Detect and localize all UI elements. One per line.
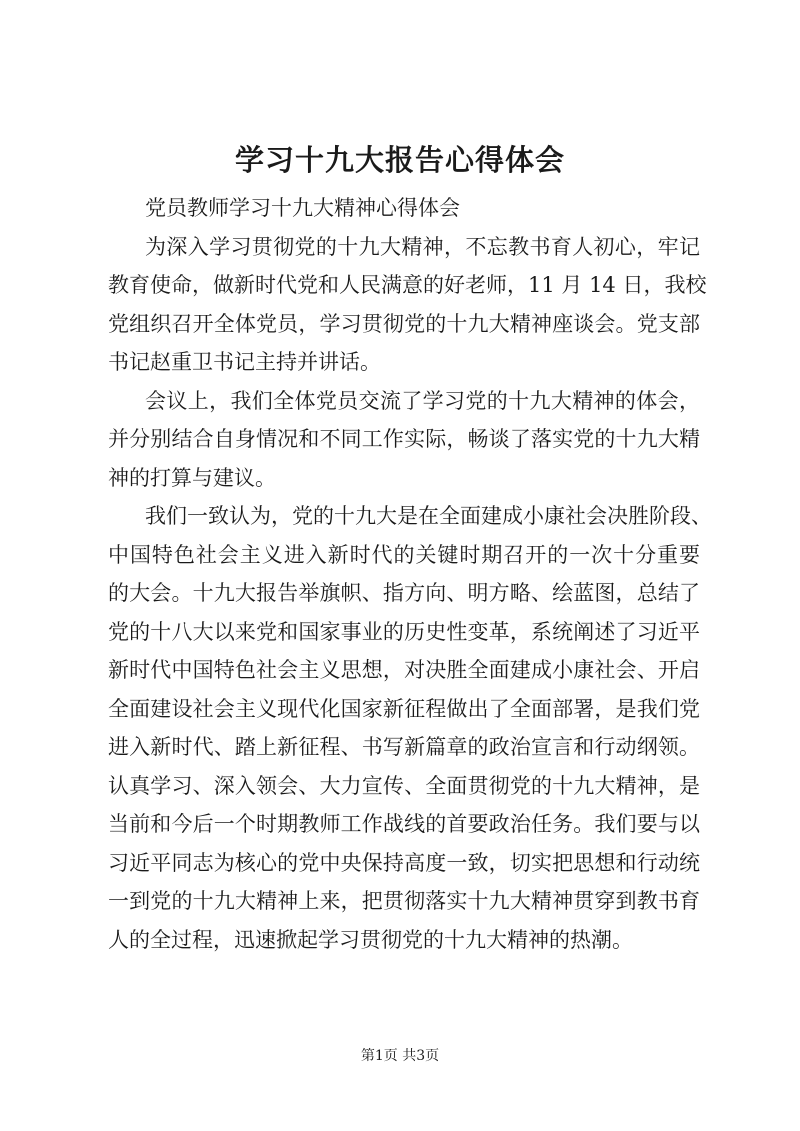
text-line: 进入新时代、踏上新征程、书写新篇章的政治宣言和行动纲领。	[108, 735, 700, 759]
text-line: 人的全过程，迅速掀起学习贯彻党的十九大精神的热潮。	[108, 927, 633, 952]
text-line: 党员教师学习十九大精神心得体会	[145, 196, 460, 220]
text-line: 会议上，我们全体党员交流了学习党的十九大精神的体会，	[145, 388, 700, 413]
text-line: 认真学习、深入领会、大力宣传、全面贯彻党的十九大精神，是	[108, 773, 700, 798]
paragraph	[108, 497, 712, 959]
document-title: 学习十九大报告心得体会	[234, 143, 565, 177]
text-line: 的大会。十九大报告举旗帜、指方向、明方略、绘蓝图，总结了	[108, 581, 700, 605]
text-line: 神的打算与建议。	[108, 465, 276, 490]
text-line: 我们一致认为，党的十九大是在全面建成小康社会决胜阶段、	[145, 504, 712, 528]
paragraph	[108, 382, 700, 498]
paragraph	[108, 228, 707, 382]
page-footer: 第1页 共3页	[360, 1048, 440, 1064]
text-line: 党的十八大以来党和国家事业的历史性变革，系统阐述了习近平	[108, 619, 700, 644]
text-line: 教育使命，做新时代党和人民满意的好老师，11 月 14 日，我校	[108, 273, 707, 297]
text-line: 当前和今后一个时期教师工作战线的首要政治任务。我们要与以	[108, 812, 700, 836]
text-line: 习近平同志为核心的党中央保持高度一致，切实把思想和行动统	[108, 850, 700, 875]
text-line: 为深入学习贯彻党的十九大精神，不忘教书育人初心，牢记	[145, 234, 700, 259]
document-body	[108, 189, 712, 959]
text-line: 党组织召开全体党员，学习贯彻党的十九大精神座谈会。党支部	[108, 311, 700, 336]
text-line: 并分别结合自身情况和不同工作实际，畅谈了落实党的十九大精	[108, 427, 700, 451]
text-line: 新时代中国特色社会主义思想，对决胜全面建成小康社会、开启	[108, 658, 700, 682]
text-line: 中国特色社会主义进入新时代的关键时期召开的一次十分重要	[108, 542, 700, 567]
text-line: 一到党的十九大精神上来，把贯彻落实十九大精神贯穿到教书育	[108, 889, 700, 913]
text-line: 书记赵重卫书记主持并讲话。	[108, 350, 381, 374]
text-line: 全面建设社会主义现代化国家新征程做出了全面部署，是我们党	[108, 696, 700, 721]
paragraph	[108, 189, 700, 228]
